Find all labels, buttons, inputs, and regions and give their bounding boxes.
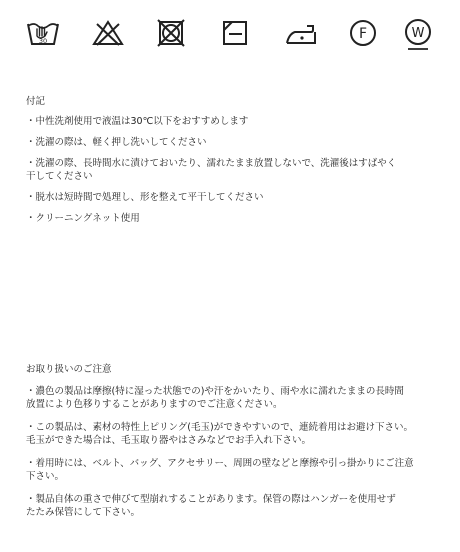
note-line: ・洗濯の際は、軽く押し洗いしてください	[26, 137, 207, 148]
note-line: ・クリーニングネット使用	[26, 213, 140, 224]
handling-item	[26, 493, 446, 519]
iron-low-icon	[284, 18, 320, 48]
note-item	[26, 191, 446, 204]
no-tumble-dry-icon	[156, 18, 186, 48]
no-bleach-icon	[92, 18, 124, 48]
svg-text:F: F	[358, 26, 368, 42]
note-item	[26, 212, 446, 225]
dry-clean-f-icon	[348, 18, 378, 48]
handling-line: ・製品自体の重さで伸びて型崩れすることがあります。保管の際はハンガーを使用せず	[26, 494, 396, 505]
notes-list	[26, 115, 446, 225]
note-line: ・洗濯の際、長時間水に漬けておいたり、濡れたまま放置しないで、洗濯後はすばやく	[26, 158, 397, 169]
handling-section	[26, 363, 446, 519]
handling-title: お取り扱いのご注意	[26, 364, 112, 375]
handling-item	[26, 385, 446, 411]
handling-line: 下さい。	[26, 471, 65, 482]
note-item	[26, 115, 446, 128]
svg-text:30: 30	[38, 37, 48, 45]
handling-line: ・この製品は、素材の特性上ピリング(毛玉)ができやすいので、連続着用はお避け下さい。	[26, 422, 414, 433]
handling-line: ・濃色の製品は摩擦(特に湿った状態での)や汗をかいたり、雨や水に濡れたままの長時間	[26, 386, 404, 397]
notes-section	[26, 95, 446, 225]
wet-clean-w-icon	[402, 18, 434, 52]
notes-title: 付記	[26, 96, 46, 107]
handling-item	[26, 457, 446, 483]
handling-line: ・着用時には、ベルト、バッグ、アクセサリー、周囲の壁などと摩擦や引っ掛かりにご注意	[26, 458, 414, 469]
handling-list	[26, 385, 446, 519]
handling-line: 放置により色移りすることがありますのでご注意ください。	[26, 399, 283, 410]
handling-line: たたみ保管にして下さい。	[26, 507, 141, 518]
note-line: ・中性洗剤使用で液温は30℃以下をおすすめします	[26, 116, 249, 127]
note-item	[26, 136, 446, 149]
note-line: ・脱水は短時間で処理し、形を整えて平干してください	[26, 192, 264, 203]
hand-wash-30-icon	[26, 18, 60, 48]
care-symbols-row	[26, 18, 436, 58]
handling-item	[26, 421, 446, 447]
svg-text:W: W	[411, 26, 425, 41]
note-line: 干してください	[26, 171, 93, 182]
dry-flat-shade-icon	[220, 18, 250, 48]
note-item	[26, 157, 446, 183]
handling-line: 毛玉ができた場合は、毛玉取り器やはさみなどでお手入れ下さい。	[26, 435, 312, 446]
